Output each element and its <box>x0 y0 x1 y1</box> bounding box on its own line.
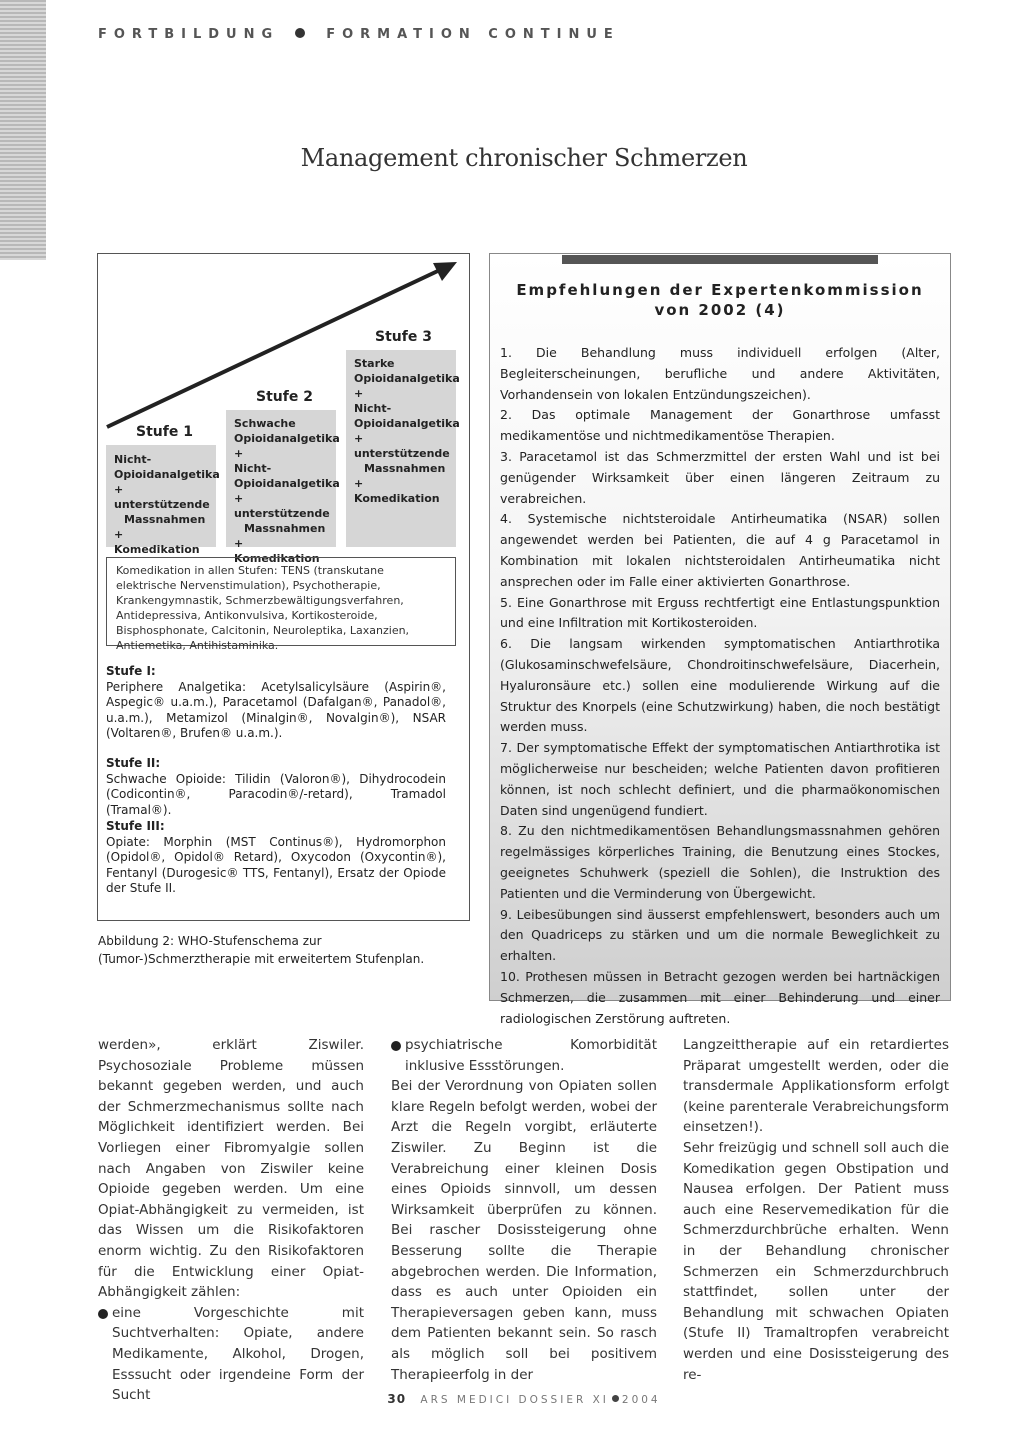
stufe-iii-description <box>106 819 446 897</box>
recommendations-list <box>500 343 940 1029</box>
stufe1-line: + Komedikation <box>114 528 200 556</box>
stufe2-line: + unterstützende <box>234 492 330 520</box>
stufe-i-text: Periphere Analgetika: Acetylsalicylsäure (Aspirin®, Aspegic® u.a.m.), Paracetamol (Dafalgan®, Panadol®, u.a.m.), Metamizol (Minalgin®, Novalgin®), NSAR (Voltaren®, Brufen® u.a.m.). <box>106 679 446 740</box>
recommendation-item: 9. Leibesübungen sind äusserst empfehlenswert, besonders auch um den Quadriceps zu stärken und um die normale Beweglichkeit zu erhalten. <box>500 906 940 964</box>
komedikation-box: Komedikation in allen Stufen: TENS (transkutane elektrische Nervenstimulation), Psychotherapie, Krankengymnastik, Schmerzbewältigungsverfahren, Antidepressiva, Antikonvulsiva, Kortikosteroide, Bisphosphonate, Calcitonin, Neuroleptika, Laxanzien, Antiemetika, Antihistaminika. <box>106 557 456 646</box>
bullet-dot-icon <box>98 1309 108 1319</box>
figure-caption: Abbildung 2: WHO-Stufenschema zur (Tumor-)Schmerztherapie mit erweitertem Stufenplan. <box>98 934 425 966</box>
stufe1-line: Massnahmen <box>124 513 206 526</box>
body-column-3 <box>683 1035 949 1385</box>
list-item-text: psychiatrische Komorbidität inklusive Essstörungen. <box>405 1037 657 1074</box>
journal-name: ARS MEDICI DOSSIER XI <box>420 1394 609 1406</box>
stufe-iii-heading: Stufe III: <box>106 819 165 833</box>
header-right: FORMATION CONTINUE <box>326 27 620 42</box>
stufe2-label: Stufe 2 <box>256 389 313 405</box>
list-item-text: eine Vorgeschichte mit Suchtverhalten: Opiate, andere Medikamente, Alkohol, Drogen, Esssucht oder irgendeine Form der Sucht <box>112 1304 364 1404</box>
paragraph: werden», erklärt Ziswiler. Psychosoziale Probleme müssen bekannt gegeben werden, und auch der Schmerzmechanismus sollte nach Möglichkeit identifiziert werden. Bei Vorliegen einer Fibromyalgie sollen nach Angaben von Ziswiler keine Opioide gegeben werden. Um eine Opiat-Abhängigkeit zu vermeiden, ist das Wissen um die Risikofaktoren enorm wichtig. Zu den Risikofaktoren für die Entwicklung einer Opiat-Abhängigkeit zählen: <box>98 1037 364 1301</box>
stufe-iii-text: Opiate: Morphin (MST Continus®), Hydromorphon (Opidol®, Opidol® Retard), Oxycodon (Oxycontin®), Fentanyl (Durogesic® TTS, Fentanyl), Ersatz der Opiode der Stufe II. <box>106 834 446 895</box>
bullet-dot-icon <box>391 1041 401 1051</box>
stufe3-box <box>346 350 460 547</box>
stufe3-line: Starke <box>354 357 395 370</box>
stufe3-label: Stufe 3 <box>375 329 432 345</box>
running-header <box>98 27 620 42</box>
stufe3-line: + Komedikation <box>354 477 440 505</box>
recommendation-item: 1. Die Behandlung muss individuell erfolgen (Alter, Begleiterscheinungen, berufliche und andere Aktivitäten, Vorhandensein von lokalen Entzündungszeichen). <box>500 345 940 402</box>
paragraph: Sehr freizügig und schnell soll auch die Komedikation gegen Obstipation und Nausea erfolgen. Der Patient muss auch eine Reservemedikation für die Schmerzdurchbrüche erhalten. Wenn in der Behandlung chronischer Schmerzen ein Schmerzdurchbruch stattfindet, sollen unter der Behandlung mit schwachen Opiaten (Stufe II) Tramaltropfen verabreicht werden und eine Dosissteigerung des re- <box>683 1139 949 1383</box>
stufe-i-heading: Stufe I: <box>106 664 156 678</box>
paragraph: Bei der Verordnung von Opiaten sollen klare Regeln befolgt werden, wobei der Arzt die Regeln vorgibt, erläuterte Ziswiler. Zu Beginn ist die Verabreichung einer kleinen Dosis eines Opioids sinnvoll, um dessen Wirksamkeit überprüfen zu können. Bei rascher Dosissteigerung ohne Besserung sollte die Therapie abgebrochen werden. Die Information, dass es auch unter Opioiden ein Therapieversagen geben kann, muss dem Patienten bekannt sein. So rasch als möglich soll bei positivem Therapieerfolg in der <box>391 1078 657 1383</box>
stufe1-line: Nicht- <box>114 453 152 466</box>
recommendation-item: 7. Der symptomatische Effekt der symptomatischen Antiarthrotika ist möglicherweise nur bescheiden; welche Patienten davon profitieren können, ist noch schlecht definiert, und die pharmaökonomischen Daten sind ungenügend fundiert. <box>500 740 940 818</box>
recommendations-top-bar <box>562 255 878 264</box>
stufe-ii-text: Schwache Opioide: Tilidin (Valoron®), Dihydrocodein (Codicontin®, Paracodin®/-retard), Tramadol (Tramal®). <box>106 771 446 817</box>
stufe2-box <box>226 410 340 565</box>
stufe2-line: Schwache <box>234 417 296 430</box>
recommendation-item: 2. Das optimale Management der Gonarthrose umfasst medikamentöse und nichtmedikamentöse Therapien. <box>500 407 940 444</box>
decorative-side-stripe <box>0 0 46 260</box>
stufe3-line: Massnahmen <box>364 462 446 475</box>
recommendation-item: 8. Zu den nichtmedikamentösen Behandlungsmassnahmen gehören regelmässiges körperliches Training, die Benutzung eines Stockes, geeignetes Schuhwerk (speziell die Sohlen), die Instruktion des Patienten und die Verminderung von Übergewicht. <box>500 823 940 901</box>
body-column-2 <box>391 1035 657 1385</box>
page-number: 30 <box>387 1392 407 1406</box>
stufe1-box <box>106 445 220 556</box>
stufe2-line: Nicht- <box>234 462 272 475</box>
stufe1-label: Stufe 1 <box>136 424 193 440</box>
stufe2-line: Massnahmen <box>244 522 326 535</box>
stufe1-line: + unterstützende <box>114 483 210 511</box>
stufe3-line: Nicht- <box>354 402 392 415</box>
stufe2-line: Opioidanalgetika <box>234 432 340 445</box>
recommendations-title: Empfehlungen der Expertenkommission von 2002 (4) <box>516 281 924 319</box>
recommendation-item: 5. Eine Gonarthrose mit Erguss rechtfertigt eine Entlastungspunktion und eine Infiltration mit Kortikosteroiden. <box>500 594 940 631</box>
stufe3-line: Opioidanalgetika <box>354 372 460 385</box>
journal-year: 2004 <box>621 1394 661 1406</box>
page-footer <box>0 1392 1024 1406</box>
recommendation-item: 10. Prothesen müssen in Betracht gezogen werden bei hartnäckigen Schmerzen, die zusammen mit einer Behinderung und einer radiologischen Zerstörung auftreten. <box>500 968 940 1026</box>
stufe-i-description <box>106 664 446 742</box>
header-left: FORTBILDUNG <box>98 27 280 42</box>
stufe3-line: + <box>354 387 364 400</box>
bullet-dot-icon <box>612 1395 619 1402</box>
page-title: Management chronischer Schmerzen <box>300 144 748 172</box>
recommendation-item: 6. Die langsam wirkenden symptomatischen Antiarthrotika (Glukosaminschwefelsäure, Chondroitinschwefelsäure, Diacerhein, Hyaluronsäure etc.) sollen eine modulierende Wirkung auf die Struktur des Knorpels (eine Schutzwirkung) haben, die noch bestätigt werden muss. <box>500 636 940 735</box>
body-column-1 <box>98 1035 364 1406</box>
stufe1-line: Opioidanalgetika <box>114 468 220 481</box>
bullet-dot-icon <box>295 28 305 38</box>
paragraph: Langzeittherapie auf ein retardiertes Präparat umgestellt werden, oder die transdermale Applikationsform erfolgt (keine parenterale Verabreichungsform einsetzen!). <box>683 1037 949 1136</box>
list-item <box>391 1035 657 1076</box>
stufe3-line: + unterstützende <box>354 432 450 460</box>
stufe-ii-description <box>106 756 446 818</box>
list-item <box>98 1303 364 1406</box>
stufe3-line: Opioidanalgetika <box>354 417 460 430</box>
stufe2-line: + Komedikation <box>234 537 320 565</box>
stufe2-line: Opioidanalgetika <box>234 477 340 490</box>
recommendation-item: 4. Systemische nichtsteroidale Antirheumatika (NSAR) sollen angewendet werden bei Patienten, die auf 4 g Paracetamol in Kombination mit lokalen nichtsteroidalen Antirheumatika nicht ansprechen oder im Falle einer aktivierten Gonarthrose. <box>500 511 940 589</box>
stufe-ii-heading: Stufe II: <box>106 756 161 770</box>
recommendation-item: 3. Paracetamol ist das Schmerzmittel der ersten Wahl und ist bei genügender Wirksamkeit über einen längeren Zeitraum zu verabreichen. <box>500 448 940 506</box>
stufe2-line: + <box>234 447 244 460</box>
